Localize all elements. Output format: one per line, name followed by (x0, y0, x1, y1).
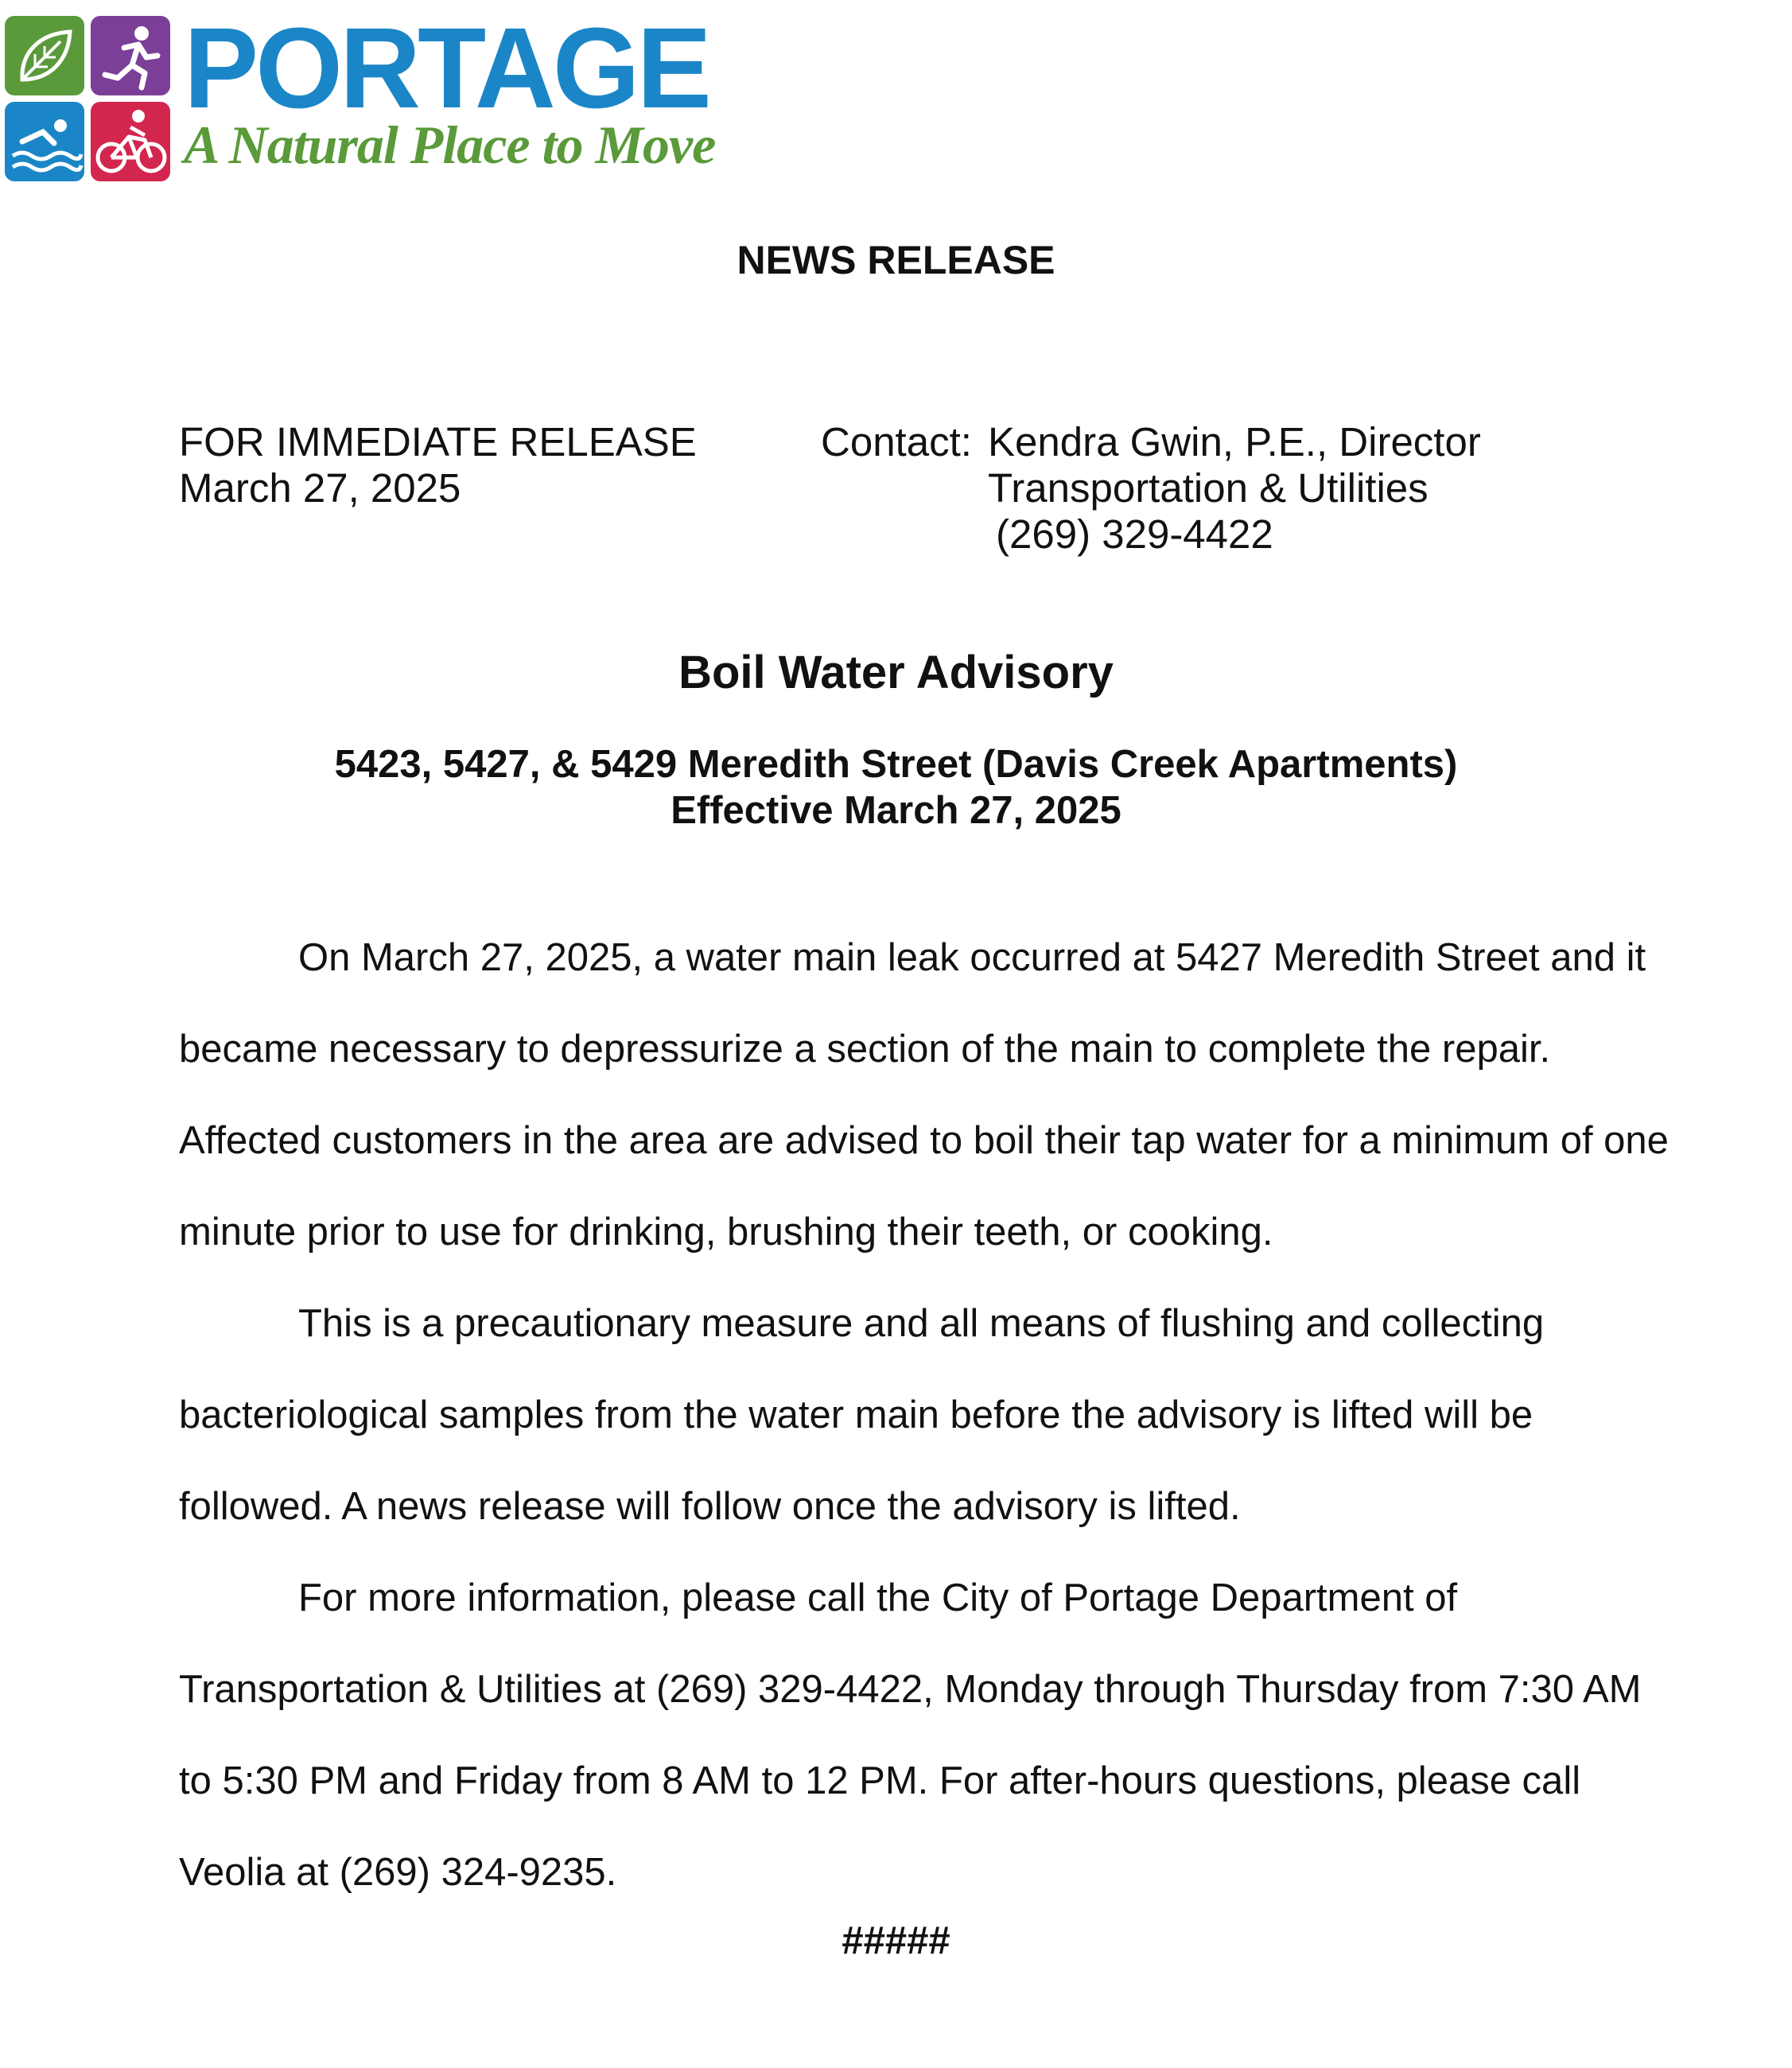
body-line: This is a precautionary measure and all means of flushing and collecting (298, 1302, 1545, 1345)
advisory-location: 5423, 5427, & 5429 Meredith Street (Davis Creek Apartments) (334, 743, 1458, 786)
end-mark: ##### (842, 1919, 950, 1962)
portage-logo (5, 4, 721, 191)
contact-phone: (269) 329-4422 (996, 511, 1273, 557)
body-line: For more information, please call the City of Portage Department of (298, 1576, 1458, 1619)
body-line: to 5:30 PM and Friday from 8 AM to 12 PM. For after-hours questions, please call (179, 1759, 1581, 1802)
body-paragraph-2 (179, 1278, 1706, 1553)
news-release-heading: NEWS RELEASE (737, 238, 1055, 282)
body-line: followed. A news release will follow once the advisory is lifted. (179, 1485, 1241, 1528)
body-line: Veolia at (269) 324-9235. (179, 1851, 617, 1894)
body-line: minute prior to use for drinking, brushing their teeth, or cooking. (179, 1211, 1273, 1254)
runner-icon (91, 16, 170, 95)
release-status: FOR IMMEDIATE RELEASE (179, 419, 697, 465)
body-paragraph-1 (179, 912, 1706, 1278)
body-paragraph-3 (179, 1553, 1706, 1918)
advisory-title: Boil Water Advisory (678, 647, 1114, 698)
advisory-subhead (0, 741, 1792, 834)
release-date: March 27, 2025 (179, 465, 461, 511)
contact-info (988, 419, 1481, 558)
leaf-icon (5, 16, 84, 95)
body-line: On March 27, 2025, a water main leak occurred at 5427 Meredith Street and it (298, 936, 1646, 979)
body-line: Affected customers in the area are advised to boil their tap water for a minimum of one (179, 1119, 1669, 1162)
release-info (179, 419, 697, 511)
contact-department: Transportation & Utilities (988, 465, 1429, 511)
release-body (179, 912, 1706, 1918)
cyclist-icon (91, 102, 170, 181)
logo-icon-grid (5, 16, 180, 191)
body-line: bacteriological samples from the water main before the advisory is lifted will be (179, 1394, 1534, 1436)
contact-label: Contact: (821, 419, 972, 465)
swimmer-icon (5, 102, 84, 181)
logo-tagline: A Natural Place to Move (184, 115, 716, 175)
logo-wordmark: PORTAGE (184, 4, 709, 132)
body-line: Transportation & Utilities at (269) 329-4422, Monday through Thursday from 7:30 AM (179, 1668, 1642, 1711)
contact-name: Kendra Gwin, P.E., Director (988, 419, 1481, 465)
body-line: became necessary to depressurize a section of the main to complete the repair. (179, 1028, 1551, 1071)
advisory-effective-date: Effective March 27, 2025 (671, 789, 1121, 832)
